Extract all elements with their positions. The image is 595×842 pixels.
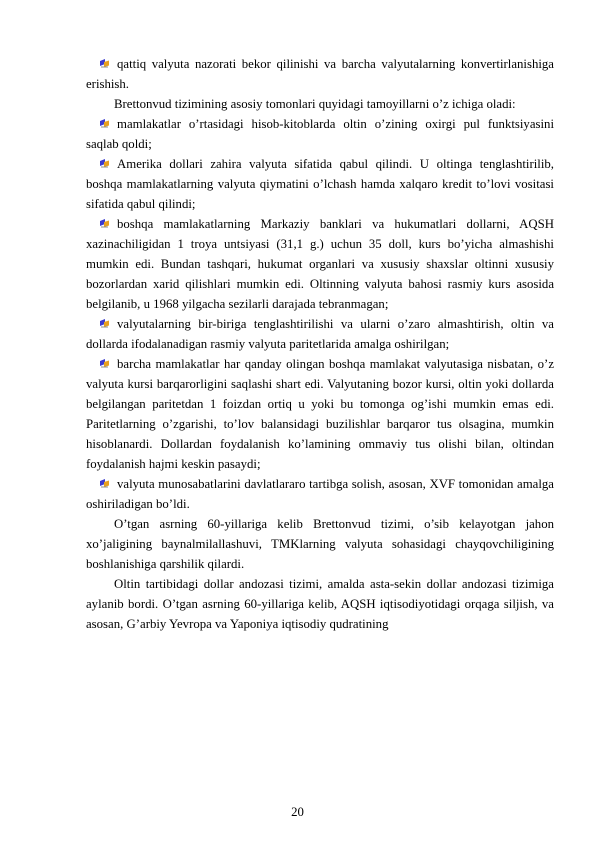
bullet-paragraph [86,314,554,354]
paragraph-text: valyuta munosabatlarini davlatlararo tartibga solish, asosan, XVF tomonidan amalga oshiriladigan bo’ldi. [86,477,554,511]
bullet-paragraph [86,54,554,94]
paragraph-text: Brettonvud tizimining asosiy tomonlari quyidagi tamoyillarni o’z ichiga oladi: [114,97,516,111]
paragraph-text: Amerika dollari zahira valyuta sifatida qabul qilindi. U oltinga tenglashtirilib, boshqa mamlakatlarning valyuta qiymatini o’lchash hamda xalqaro kredit to’lovi vositasi sifatida qabul qilindi; [86,157,554,211]
paragraph [86,94,554,114]
bullet-icon [100,159,109,168]
bullet-icon [100,359,109,368]
bullet-paragraph [86,154,554,214]
paragraph-text: boshqa mamlakatlarning Markaziy banklari va hukumatlari dollarni, AQSH xazinachiligidan 1 troya untsiyasi (31,1 g.) uchun 35 doll, kurs bo’yicha almashishi mumkin edi. Bundan tashqari, hukumat organlari va xususiy shaxslar oltinni xususiy bozorlardan xarid qilishlari mumkin edi. Oltinning valyuta bahosi rasmiy kurs asosida belgilanib, u 1968 yilgacha sezilarli darajada tebranmagan; [86,217,554,311]
bullet-icon [100,319,109,328]
paragraph-text: valyutalarning bir-biriga tenglashtirilishi va ularni o’zaro almashtirish, oltin va dollarda ifodalanadigan rasmiy valyuta paritetlarida amalga oshirilgan; [86,317,554,351]
paragraph-text: barcha mamlakatlar har qanday olingan boshqa mamlakat valyutasiga nisbatan, o’z valyuta kursi barqarorligini saqlashi shart edi. Valyutaning bozor kursi, oltin yoki dollarda belgilangan paritetdan 1 foizdan ortiq u yoki bu tomonga og’ishi mumkin emas edi. Paritetlarning o’zgarishi, to’lov balansidagi buzilishlar barqaror tus olsagina, mumkin hisoblanardi. Dollardan foydalanish ko’lamining ommaviy tus olishi bilan, oltindan foydalanish hajmi keskin pasaydi; [86,357,554,471]
paragraph [86,514,554,574]
paragraph [86,574,554,634]
bullet-paragraph [86,474,554,514]
paragraph-text: O’tgan asrning 60-yillariga kelib Brettonvud tizimi, o’sib kelayotgan jahon xo’jaligining baynalmilallashuvi, TMKlarning valyuta sohasidagi chayqovchiligining boshlanishiga qarshilik qilardi. [86,517,554,571]
document-body [86,54,554,634]
bullet-icon [100,479,109,488]
bullet-icon [100,119,109,128]
paragraph-text: Oltin tartibidagi dollar andozasi tizimi, amalda asta-sekin dollar andozasi tizimiga aylanib bordi. O’tgan asrning 60-yillariga kelib, AQSH iqtisodiyotidagi orqaga siljish, va asosan, G’arbiy Yevropa va Yaponiya iqtisodiy qudratining [86,577,554,631]
bullet-paragraph [86,214,554,314]
bullet-icon [100,59,109,68]
paragraph-text: mamlakatlar o’rtasidagi hisob-kitoblarda oltin o’zining oxirgi pul funktsiyasini saqlab qoldi; [86,117,554,151]
page-number: 20 [291,805,304,819]
bullet-icon [100,219,109,228]
paragraph-text: qattiq valyuta nazorati bekor qilinishi va barcha valyutalarning konvertirlanishiga erishish. [86,57,554,91]
bullet-paragraph [86,114,554,154]
bullet-paragraph [86,354,554,474]
